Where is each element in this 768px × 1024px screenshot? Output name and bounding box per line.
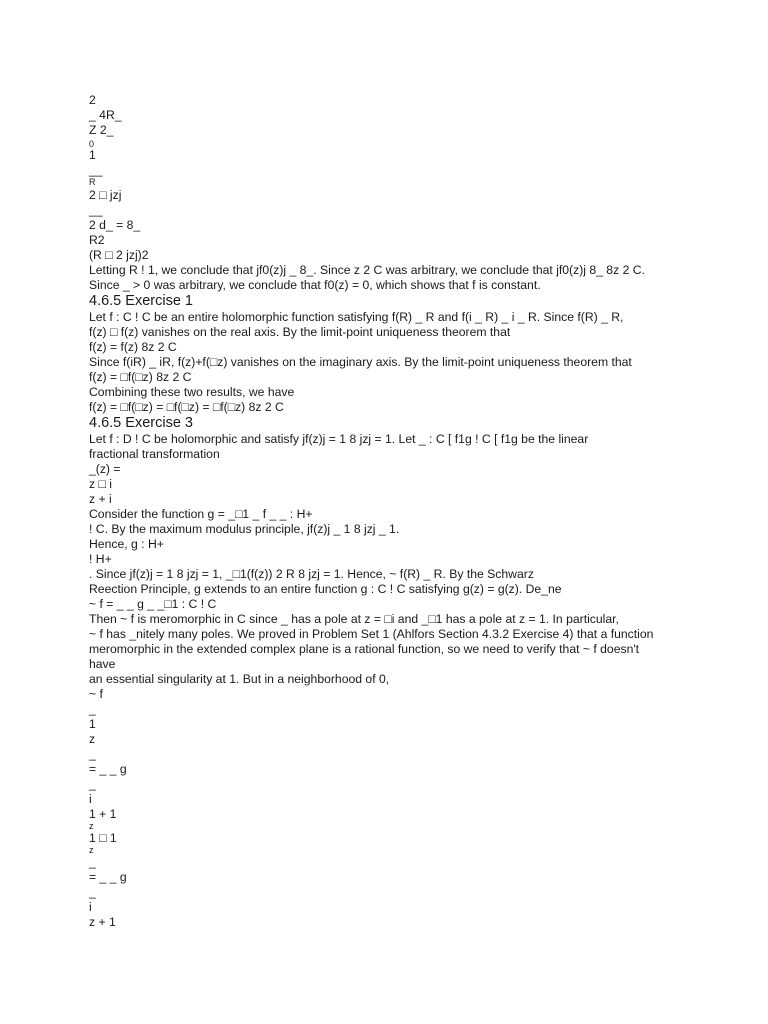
paragraph-line: Consider the function g = _□1 _ f _ _ : H+ — [89, 507, 313, 521]
math-line: 1 — [89, 717, 96, 731]
math-line: f(z) = □f(□z) = □f(□z) = □f(□z) 8z 2 C — [89, 400, 284, 414]
math-line: Z 2_ — [89, 123, 114, 137]
math-line: i — [89, 792, 92, 806]
paragraph-line: Combining these two results, we have — [89, 385, 295, 399]
math-line: z □ i — [89, 477, 112, 491]
paragraph-line: ~ f has _nitely many poles. We proved in Problem Set 1 (Ahlfors Section 4.3.2 Exercise 4) that a function — [89, 627, 654, 641]
paragraph-line: . Since jf(z)j = 1 8 jzj = 1, _□1(f(z)) 2 R 8 jzj = 1. Hence, ~ f(R) _ R. By the Schwarz — [89, 567, 534, 581]
math-line: z + i — [89, 492, 112, 506]
math-line: 2 d_ = 8_ — [89, 218, 141, 232]
math-line: z — [89, 821, 94, 831]
math-line: _ — [89, 747, 96, 761]
math-line: _(z) = — [89, 462, 121, 476]
math-line: R — [89, 177, 96, 187]
math-line: _ — [89, 855, 96, 869]
paragraph-line: Since _ > 0 was arbitrary, we conclude that f0(z) = 0, which shows that f is constant. — [89, 278, 541, 292]
math-line: z + 1 — [89, 915, 116, 929]
math-line: _ — [89, 777, 96, 791]
paragraph-line: fractional transformation — [89, 447, 220, 461]
math-line: _ 4R_ — [89, 108, 122, 122]
math-line: R2 — [89, 233, 105, 247]
paragraph-line: Reection Principle, g extends to an entire function g : C ! C satisfying g(z) = g(z). De_ne — [89, 582, 562, 596]
math-line: _ — [89, 885, 96, 899]
math-line: 0 — [89, 139, 95, 149]
math-line: = _ _ g — [89, 762, 127, 776]
math-line: = _ _ g — [89, 870, 127, 884]
math-line: 2 — [89, 93, 96, 107]
math-line: _ — [89, 702, 96, 716]
math-line: 1 — [89, 148, 96, 162]
math-line: 1 □ 1 — [89, 831, 117, 845]
paragraph-line: Hence, g : H+ — [89, 537, 164, 551]
paragraph-line: Letting R ! 1, we conclude that jf0(z)j _ 8_. Since z 2 C was arbitrary, we conclude that jf0(z)j 8_ 8z 2 C. — [89, 263, 645, 277]
paragraph-line: ! C. By the maximum modulus principle, jf(z)j _ 1 8 jzj _ 1. — [89, 522, 400, 536]
math-line: ! H+ — [89, 552, 112, 566]
paragraph-line: meromorphic in the extended complex plane is a rational function, so we need to verify that ~ f doesn't — [89, 642, 640, 656]
paragraph-line: Since f(iR) _ iR, f(z)+f(□z) vanishes on the imaginary axis. By the limit-point uniqueness theorem that — [89, 355, 632, 369]
paragraph-line: an essential singularity at 1. But in a neighborhood of 0, — [89, 672, 390, 686]
paragraph-line: Let f : C ! C be an entire holomorphic function satisfying f(R) _ R and f(i _ R) _ i _ R. Since f(R) _ R, — [89, 310, 624, 324]
section-heading: 4.6.5 Exercise 3 — [89, 415, 193, 431]
math-line: __ — [89, 163, 103, 177]
math-line: z — [89, 732, 96, 746]
math-line: (R □ 2 jzj)2 — [89, 248, 149, 262]
math-line: f(z) = f(z) 8z 2 C — [89, 340, 177, 354]
math-line: f(z) = □f(□z) 8z 2 C — [89, 370, 192, 384]
math-line: i — [89, 900, 92, 914]
math-line: 1 + 1 — [89, 807, 117, 821]
math-line: __ — [89, 203, 103, 217]
math-line: 2 □ jzj — [89, 188, 122, 202]
paragraph-line: f(z) □ f(z) vanishes on the real axis. By the limit-point uniqueness theorem that — [89, 325, 511, 339]
math-line: ~ f = _ _ g _ _□1 : C ! C — [89, 597, 217, 611]
math-line: z — [89, 845, 94, 855]
paragraph-line: Let f : D ! C be holomorphic and satisfy jf(z)j = 1 8 jzj = 1. Let _ : C [ f1g ! C [ f1g be the linear — [89, 432, 589, 446]
math-line: ~ f — [89, 687, 103, 701]
section-heading: 4.6.5 Exercise 1 — [89, 293, 193, 309]
paragraph-line: have — [89, 657, 116, 671]
paragraph-line: Then ~ f is meromorphic in C since _ has a pole at z = □i and _□1 has a pole at z = 1. In particular, — [89, 612, 619, 626]
